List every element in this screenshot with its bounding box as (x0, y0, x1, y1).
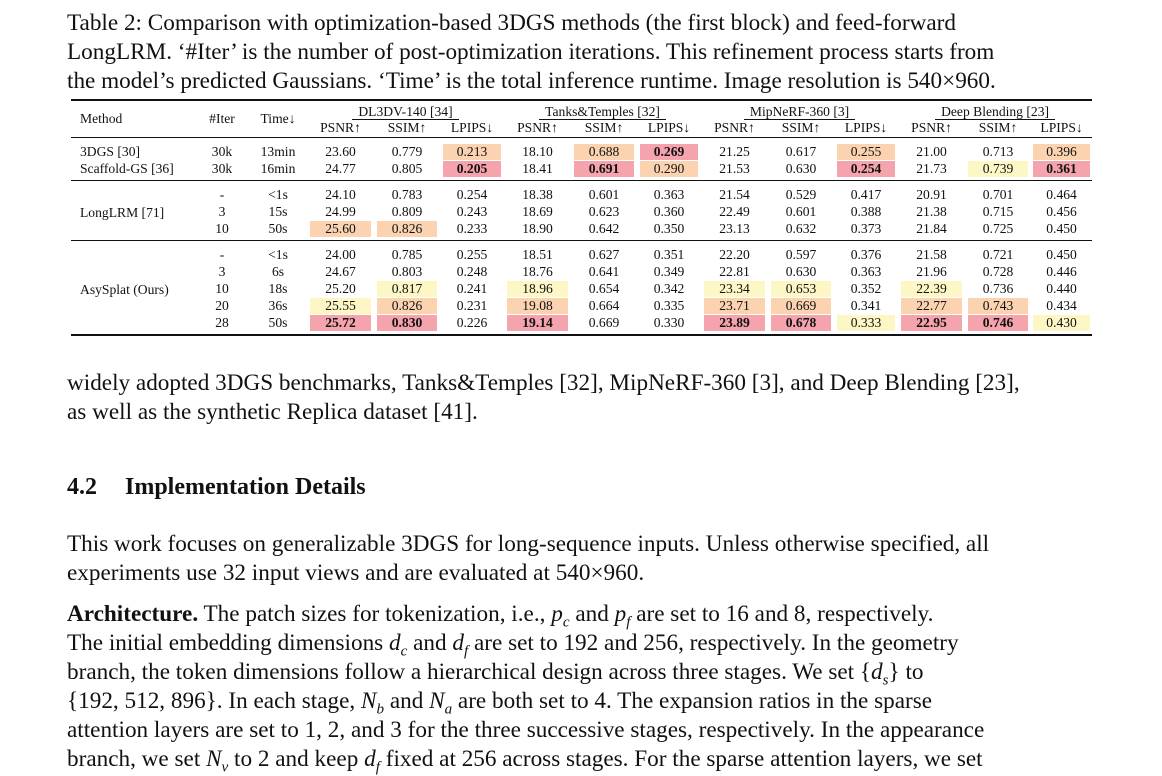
metric-value: 0.805 (391, 160, 423, 176)
metric-value: 21.58 (916, 246, 947, 262)
metric-value: 25.72 (307, 314, 374, 335)
metric-value: 22.39 (898, 280, 965, 297)
table-row (71, 297, 1092, 314)
metric-value: 0.351 (653, 246, 685, 262)
metric-value: 0.352 (850, 280, 882, 296)
metric-value: 0.779 (391, 143, 423, 159)
metric-value: 0.632 (785, 220, 817, 236)
metric-value: 0.363 (653, 186, 685, 202)
metric-value: 0.241 (456, 280, 488, 296)
time-cell: 16min (260, 160, 296, 176)
paragraph-line: This work focuses on generalizable 3DGS for long-sequence inputs. Unless otherwise specified, all (67, 531, 990, 557)
metric-value: 24.99 (325, 203, 356, 219)
table-row (71, 263, 1092, 280)
metric-value: 0.641 (588, 263, 620, 279)
metric-value: 0.630 (785, 263, 817, 279)
header-metric: SSIM↑ (781, 120, 821, 135)
metric-value: 23.60 (325, 143, 356, 159)
metric-value: 18.90 (522, 220, 553, 236)
metric-value: 0.653 (768, 280, 834, 297)
caption-line: the model’s predicted Gaussians. ‘Time’ is the total inference runtime. Image resolution is 540×960. (67, 68, 996, 94)
header-group: Deep Blending [23] (898, 100, 1092, 120)
metric-value: 0.440 (1046, 280, 1077, 296)
metric-value: 0.817 (374, 280, 440, 297)
header-metric: SSIM↑ (978, 120, 1018, 135)
metric-value: 0.464 (1046, 186, 1077, 202)
paragraph-line: as well as the synthetic Replica dataset [41]. (67, 399, 478, 425)
metric-value: 0.785 (391, 246, 423, 262)
paragraph-line: experiments use 32 input views and are evaluated at 540×960. (67, 560, 645, 586)
section-heading (67, 473, 366, 502)
metric-value: 0.617 (785, 143, 817, 159)
metric-value: 0.830 (374, 314, 440, 335)
metric-value: 0.349 (653, 263, 685, 279)
metric-value: 0.654 (588, 280, 620, 296)
metric-value: 21.53 (719, 160, 750, 176)
metric-value: 0.361 (1031, 160, 1092, 181)
metric-value: 22.77 (898, 297, 965, 314)
metric-value: 0.725 (982, 220, 1014, 236)
time-cell: 6s (271, 263, 285, 279)
metric-value: 25.55 (307, 297, 374, 314)
paragraph-line: Architecture. The patch sizes for tokenization, i.e., $p_c$ and $p_f$ are set to 16 and 8, respectively. (67, 601, 934, 631)
table-row (71, 220, 1092, 241)
time-cell: 50s (268, 220, 288, 236)
metric-value: 0.446 (1046, 263, 1077, 279)
metric-value: 22.20 (719, 246, 750, 262)
metric-value: 0.450 (1046, 246, 1077, 262)
metric-value: 22.81 (719, 263, 750, 279)
metric-value: 0.743 (965, 297, 1031, 314)
iter-cell: 30k (211, 143, 233, 159)
metric-value: 21.84 (916, 220, 947, 236)
table-row (71, 138, 1092, 161)
header-metric: PSNR↑ (911, 120, 952, 135)
method-name: LongLRM [71] (80, 205, 165, 220)
metric-value: 25.60 (307, 220, 374, 241)
metric-value: 0.243 (456, 203, 488, 219)
table-caption (67, 9, 1097, 96)
section-title: Implementation Details (125, 474, 366, 500)
iter-cell: 10 (215, 220, 229, 236)
metric-value: 0.736 (982, 280, 1014, 296)
section-number: 4.2 (67, 474, 97, 500)
time-cell: <1s (268, 186, 288, 202)
header-group: DL3DV-140 [34] (307, 100, 504, 120)
metric-value: 0.728 (982, 263, 1014, 279)
method-name: Scaffold-GS [36] (80, 160, 174, 176)
metric-value: 0.350 (653, 220, 685, 236)
metric-value: 23.89 (701, 314, 768, 335)
iter-cell: 3 (218, 203, 226, 219)
metric-value: 0.333 (834, 314, 898, 335)
metric-value: 0.396 (1031, 138, 1092, 161)
paragraph-line: widely adopted 3DGS benchmarks, Tanks&Temples [32], MipNeRF-360 [3], and Deep Blending [23], (67, 370, 1020, 396)
metric-value: 0.269 (637, 138, 701, 161)
metric-value: 0.678 (768, 314, 834, 335)
metric-value: 0.691 (571, 160, 637, 181)
metric-value: 0.529 (785, 186, 817, 202)
metric-value: 0.783 (391, 186, 423, 202)
header-metric: LPIPS↓ (844, 120, 888, 135)
metric-value: 0.826 (374, 220, 440, 241)
metric-value: 0.826 (374, 297, 440, 314)
time-cell: <1s (268, 246, 288, 262)
comparison-table (71, 99, 1092, 336)
metric-value: 0.434 (1046, 297, 1077, 313)
metric-value: 0.233 (456, 220, 488, 236)
paragraph-line: branch, the token dimensions follow a hierarchical design across three stages. We set $\{d_s\}$ to (67, 659, 924, 689)
caption-line: Table 2: Comparison with optimization-based 3DGS methods (the first block) and feed-forward (67, 10, 956, 36)
metric-value: 0.388 (850, 203, 882, 219)
metric-value: 0.342 (653, 280, 685, 296)
metric-value: 21.73 (916, 160, 947, 176)
metric-value: 0.226 (456, 314, 488, 330)
paragraph (67, 369, 1097, 427)
time-cell: 13min (260, 143, 296, 159)
header-method: Method (80, 111, 123, 126)
metric-value: 0.601 (785, 203, 817, 219)
time-cell: 50s (268, 314, 288, 330)
paragraph-line: attention layers are set to 1, 2, and 3 for the three successive stages, respectively. In the appearance (67, 717, 985, 743)
metric-value: 21.25 (719, 143, 750, 159)
metric-value: 0.231 (456, 297, 488, 313)
metric-value: 0.701 (982, 186, 1014, 202)
metric-value: 18.38 (522, 186, 553, 202)
metric-value: 0.363 (850, 263, 882, 279)
table-row (71, 314, 1092, 335)
metric-value: 0.254 (834, 160, 898, 181)
metric-value: 0.417 (850, 186, 882, 202)
metric-value: 0.213 (440, 138, 504, 161)
metric-value: 0.597 (785, 246, 817, 262)
header-time: Time↓ (260, 111, 296, 126)
metric-value: 0.205 (440, 160, 504, 181)
iter-cell: 10 (215, 280, 229, 296)
iter-cell: 20 (215, 297, 229, 313)
time-cell: 18s (268, 280, 288, 296)
metric-value: 0.430 (1031, 314, 1092, 335)
metric-value: 24.00 (325, 246, 356, 262)
paragraph-line: {192, 512, 896}. In each stage, $N_b$ and $N_a$ are both set to 4. The expansion ratios in the sparse (67, 688, 933, 718)
metric-value: 0.739 (965, 160, 1031, 181)
metric-value: 0.715 (982, 203, 1014, 219)
table-row (71, 280, 1092, 297)
metric-value: 0.335 (653, 297, 685, 313)
table-row (71, 181, 1092, 204)
metric-value: 0.373 (850, 220, 882, 236)
architecture-paragraph (67, 600, 1097, 774)
metric-value: 21.54 (719, 186, 750, 202)
iter-cell: 3 (218, 263, 226, 279)
metric-value: 20.91 (916, 186, 947, 202)
metric-value: 22.95 (898, 314, 965, 335)
metric-value: 18.51 (522, 246, 553, 262)
table-row (71, 160, 1092, 181)
time-cell: 15s (268, 203, 288, 219)
iter-cell: 28 (215, 314, 229, 330)
metric-value: 0.669 (768, 297, 834, 314)
metric-value: 24.77 (325, 160, 356, 176)
header-metric: PSNR↑ (320, 120, 361, 135)
time-cell: 36s (268, 297, 288, 313)
header-metric: PSNR↑ (517, 120, 558, 135)
method-name: 3DGS [30] (80, 143, 141, 159)
header-metric: PSNR↑ (714, 120, 755, 135)
metric-value: 0.255 (834, 138, 898, 161)
header-metric: SSIM↑ (584, 120, 624, 135)
header-metric: LPIPS↓ (647, 120, 691, 135)
metric-value: 18.10 (522, 143, 553, 159)
header-metric: LPIPS↓ (450, 120, 494, 135)
header-group: MipNeRF-360 [3] (701, 100, 898, 120)
table-row (71, 241, 1092, 264)
metric-value: 19.14 (504, 314, 571, 335)
metric-value: 0.688 (571, 138, 637, 161)
metric-value: 0.254 (456, 186, 488, 202)
paragraph-line: The initial embedding dimensions $d_c$ and $d_f$ are set to 192 and 256, respectively. In the geometry (67, 630, 959, 660)
metric-value: 0.330 (653, 314, 685, 330)
metric-value: 25.20 (325, 280, 356, 296)
header-metric: SSIM↑ (387, 120, 427, 135)
metric-value: 19.08 (504, 297, 571, 314)
caption-line: LongLRM. ‘#Iter’ is the number of post-optimization iterations. This refinement process starts from (67, 39, 995, 65)
method-name: AsySplat (Ours) (80, 282, 169, 297)
metric-value: 0.664 (588, 297, 620, 313)
metric-value: 0.630 (785, 160, 817, 176)
metric-value: 0.721 (982, 246, 1014, 262)
metric-value: 0.623 (588, 203, 620, 219)
metric-value: 0.255 (456, 246, 488, 262)
metric-value: 0.642 (588, 220, 620, 236)
metric-value: 0.627 (588, 246, 620, 262)
metric-value: 18.96 (504, 280, 571, 297)
metric-value: 0.450 (1046, 220, 1077, 236)
metric-value: 0.360 (653, 203, 685, 219)
metric-value: 23.13 (719, 220, 750, 236)
metric-value: 0.803 (391, 263, 423, 279)
metric-value: 0.669 (588, 314, 620, 330)
header-group: Tanks&Temples [32] (504, 100, 701, 120)
table-row (71, 203, 1092, 220)
metric-value: 0.746 (965, 314, 1031, 335)
metric-value: 24.10 (325, 186, 356, 202)
iter-cell: 30k (211, 160, 233, 176)
metric-value: 0.376 (850, 246, 882, 262)
metric-value: 0.248 (456, 263, 488, 279)
paragraph (67, 530, 1097, 588)
paragraph-lead: Architecture. (67, 601, 199, 627)
iter-cell: - (219, 246, 225, 262)
metric-value: 21.00 (916, 143, 947, 159)
metric-value: 21.38 (916, 203, 947, 219)
metric-value: 0.713 (982, 143, 1014, 159)
metric-value: 21.96 (916, 263, 947, 279)
iter-cell: - (219, 186, 225, 202)
metric-value: 22.49 (719, 203, 750, 219)
metric-value: 0.456 (1046, 203, 1077, 219)
metric-value: 23.34 (701, 280, 768, 297)
metric-value: 18.76 (522, 263, 553, 279)
metric-value: 0.809 (391, 203, 423, 219)
metric-value: 18.69 (522, 203, 553, 219)
metric-value: 24.67 (325, 263, 356, 279)
paragraph-line: branch, we set $N_v$ to 2 and keep $d_f$ fixed at 256 across stages. For the sparse attention layers, we set (67, 746, 983, 776)
metric-value: 0.601 (588, 186, 620, 202)
metric-value: 0.290 (637, 160, 701, 181)
header-metric: LPIPS↓ (1040, 120, 1083, 135)
metric-value: 18.41 (522, 160, 553, 176)
header-iter: #Iter (209, 111, 235, 126)
metric-value: 23.71 (701, 297, 768, 314)
metric-value: 0.341 (850, 297, 882, 313)
